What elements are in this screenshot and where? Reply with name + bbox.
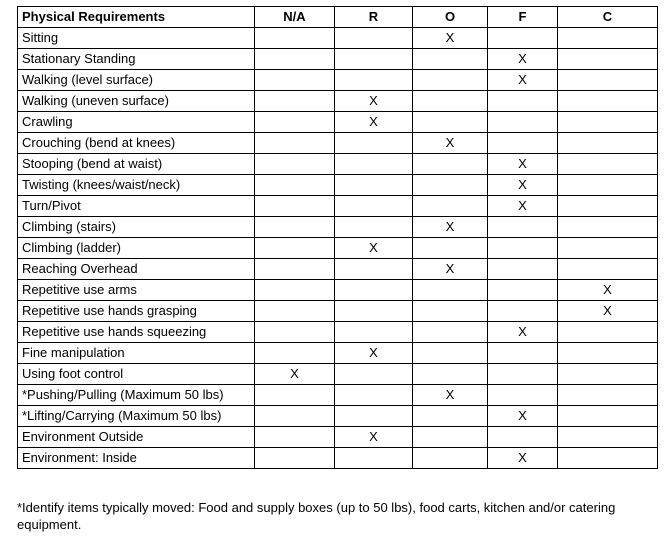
row-label: Fine manipulation: [18, 343, 255, 364]
table-row: [18, 28, 658, 49]
header-na: N/A: [255, 7, 335, 28]
mark-cell: [255, 301, 335, 322]
footnote: *Identify items typically moved: Food and supply boxes (up to 50 lbs), food carts, kitchen and/or catering equipment.: [17, 500, 616, 532]
mark-cell: [488, 427, 558, 448]
mark-cell: [255, 196, 335, 217]
mark-cell: X: [413, 133, 488, 154]
table-row: [18, 196, 658, 217]
mark-cell: [413, 322, 488, 343]
mark-cell: [558, 238, 658, 259]
mark-cell: [255, 343, 335, 364]
row-label: Reaching Overhead: [18, 259, 255, 280]
mark-cell: [255, 385, 335, 406]
mark-cell: X: [255, 364, 335, 385]
mark-cell: X: [335, 91, 413, 112]
mark-cell: [488, 364, 558, 385]
table-row: [18, 427, 658, 448]
header-c: C: [558, 7, 658, 28]
mark-cell: X: [413, 217, 488, 238]
mark-cell: [558, 322, 658, 343]
mark-cell: [488, 217, 558, 238]
mark-cell: [558, 406, 658, 427]
table-row: [18, 154, 658, 175]
row-label: Turn/Pivot: [18, 196, 255, 217]
row-label: Climbing (ladder): [18, 238, 255, 259]
mark-cell: [335, 322, 413, 343]
mark-cell: [413, 49, 488, 70]
mark-cell: [558, 385, 658, 406]
mark-cell: [255, 133, 335, 154]
mark-cell: [335, 448, 413, 469]
table-row: [18, 238, 658, 259]
mark-cell: [335, 217, 413, 238]
mark-cell: [255, 238, 335, 259]
mark-cell: [335, 364, 413, 385]
table-row: [18, 448, 658, 469]
row-label: Using foot control: [18, 364, 255, 385]
mark-cell: [335, 154, 413, 175]
mark-cell: X: [413, 28, 488, 49]
mark-cell: [413, 175, 488, 196]
row-label: Sitting: [18, 28, 255, 49]
mark-cell: [413, 196, 488, 217]
mark-cell: [558, 175, 658, 196]
mark-cell: X: [413, 259, 488, 280]
mark-cell: X: [335, 343, 413, 364]
mark-cell: [335, 259, 413, 280]
row-label: Crawling: [18, 112, 255, 133]
mark-cell: [488, 343, 558, 364]
row-label: Walking (level surface): [18, 70, 255, 91]
row-label: Crouching (bend at knees): [18, 133, 255, 154]
mark-cell: [335, 49, 413, 70]
mark-cell: X: [488, 406, 558, 427]
mark-cell: X: [488, 154, 558, 175]
header-f: F: [488, 7, 558, 28]
table-row: [18, 301, 658, 322]
mark-cell: X: [335, 238, 413, 259]
mark-cell: [413, 364, 488, 385]
row-label: Stooping (bend at waist): [18, 154, 255, 175]
table-row: [18, 343, 658, 364]
mark-cell: [255, 175, 335, 196]
mark-cell: X: [488, 49, 558, 70]
table-row: [18, 112, 658, 133]
mark-cell: [488, 238, 558, 259]
mark-cell: [255, 70, 335, 91]
mark-cell: X: [335, 427, 413, 448]
mark-cell: [558, 91, 658, 112]
mark-cell: [255, 406, 335, 427]
table-row: [18, 385, 658, 406]
mark-cell: [558, 154, 658, 175]
mark-cell: [335, 385, 413, 406]
physical-requirements-table: [17, 6, 658, 469]
row-label: Environment: Inside: [18, 448, 255, 469]
row-label: Stationary Standing: [18, 49, 255, 70]
row-label: Environment Outside: [18, 427, 255, 448]
mark-cell: [255, 280, 335, 301]
mark-cell: [413, 70, 488, 91]
mark-cell: [255, 112, 335, 133]
mark-cell: [335, 28, 413, 49]
header-o: O: [413, 7, 488, 28]
table-row: [18, 322, 658, 343]
mark-cell: [488, 280, 558, 301]
mark-cell: [335, 175, 413, 196]
mark-cell: [413, 91, 488, 112]
mark-cell: X: [488, 322, 558, 343]
mark-cell: [413, 448, 488, 469]
mark-cell: X: [488, 70, 558, 91]
table-row: [18, 406, 658, 427]
mark-cell: [335, 406, 413, 427]
table-row: [18, 49, 658, 70]
mark-cell: [558, 112, 658, 133]
mark-cell: [335, 70, 413, 91]
mark-cell: [413, 343, 488, 364]
table-row: [18, 259, 658, 280]
mark-cell: X: [335, 112, 413, 133]
mark-cell: [558, 133, 658, 154]
mark-cell: X: [488, 448, 558, 469]
mark-cell: [558, 343, 658, 364]
mark-cell: [413, 301, 488, 322]
mark-cell: [488, 385, 558, 406]
table-row: [18, 217, 658, 238]
mark-cell: [255, 91, 335, 112]
row-label: Repetitive use arms: [18, 280, 255, 301]
mark-cell: [413, 112, 488, 133]
mark-cell: X: [488, 175, 558, 196]
row-label: *Lifting/Carrying (Maximum 50 lbs): [18, 406, 255, 427]
table-row: [18, 175, 658, 196]
mark-cell: [558, 364, 658, 385]
row-label: Repetitive use hands grasping: [18, 301, 255, 322]
mark-cell: [255, 217, 335, 238]
mark-cell: X: [558, 301, 658, 322]
mark-cell: [335, 280, 413, 301]
mark-cell: [335, 301, 413, 322]
mark-cell: [255, 28, 335, 49]
row-label: Repetitive use hands squeezing: [18, 322, 255, 343]
mark-cell: [558, 259, 658, 280]
mark-cell: [413, 238, 488, 259]
header-physical-requirements: Physical Requirements: [18, 7, 255, 28]
row-label: *Pushing/Pulling (Maximum 50 lbs): [18, 385, 255, 406]
mark-cell: [488, 112, 558, 133]
mark-cell: X: [558, 280, 658, 301]
table-row: [18, 70, 658, 91]
mark-cell: [558, 196, 658, 217]
mark-cell: [255, 427, 335, 448]
mark-cell: X: [413, 385, 488, 406]
mark-cell: X: [488, 196, 558, 217]
mark-cell: [558, 49, 658, 70]
mark-cell: [255, 259, 335, 280]
mark-cell: [558, 448, 658, 469]
mark-cell: [488, 259, 558, 280]
mark-cell: [558, 217, 658, 238]
mark-cell: [255, 154, 335, 175]
mark-cell: [558, 427, 658, 448]
mark-cell: [488, 301, 558, 322]
mark-cell: [335, 196, 413, 217]
mark-cell: [255, 49, 335, 70]
mark-cell: [558, 70, 658, 91]
mark-cell: [558, 28, 658, 49]
mark-cell: [413, 280, 488, 301]
header-r: R: [335, 7, 413, 28]
mark-cell: [488, 133, 558, 154]
mark-cell: [488, 28, 558, 49]
row-label: Climbing (stairs): [18, 217, 255, 238]
mark-cell: [413, 406, 488, 427]
row-label: Walking (uneven surface): [18, 91, 255, 112]
mark-cell: [255, 448, 335, 469]
header-row: [18, 7, 658, 28]
mark-cell: [488, 91, 558, 112]
mark-cell: [335, 133, 413, 154]
row-label: Twisting (knees/waist/neck): [18, 175, 255, 196]
table-row: [18, 280, 658, 301]
table-row: [18, 133, 658, 154]
table-row: [18, 91, 658, 112]
mark-cell: [413, 427, 488, 448]
table-row: [18, 364, 658, 385]
mark-cell: [413, 154, 488, 175]
mark-cell: [255, 322, 335, 343]
